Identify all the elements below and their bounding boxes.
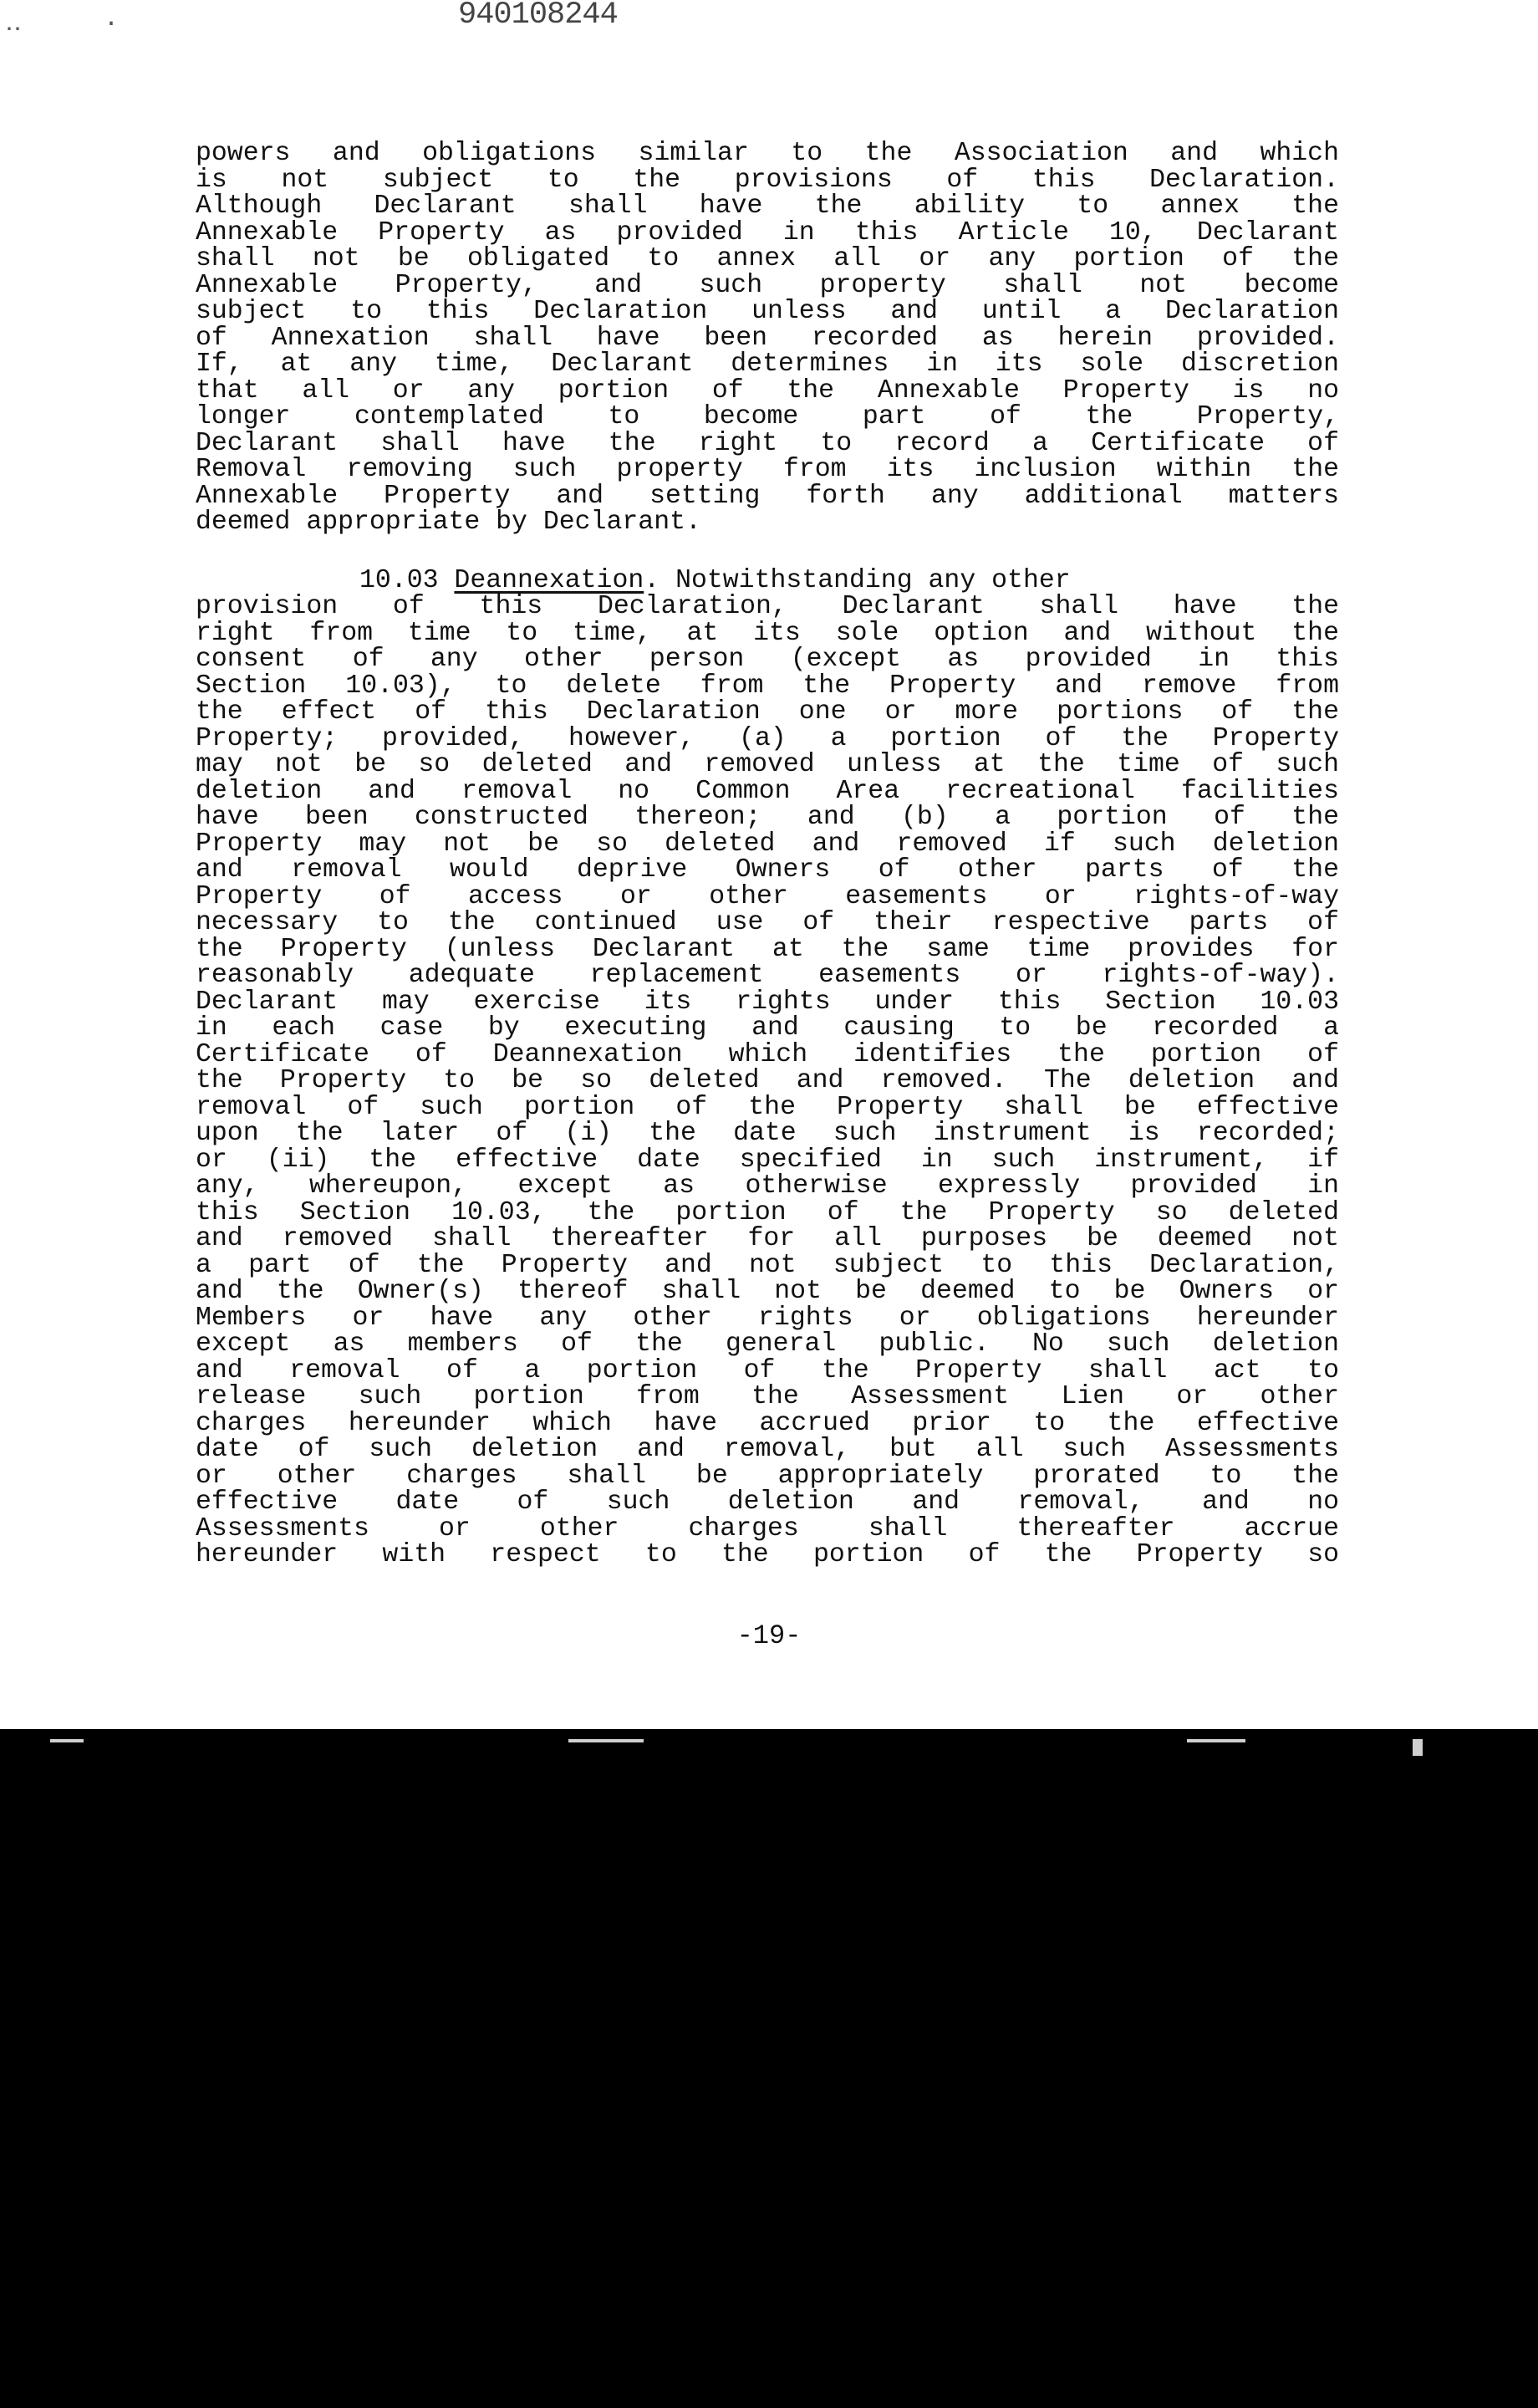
text-line: and removed shall thereafter for all purposes be deemed not [196,1226,1339,1252]
scan-speck [50,1739,84,1742]
text-line: reasonably adequate replacement easements or rights-of-way). [196,962,1339,989]
text-line: Property; provided, however, (a) a portion of the Property [196,725,1339,752]
text-line: subject to this Declaration unless and until a Declaration [196,298,1339,325]
text-line: right from time to time, at its sole option and without the [196,620,1339,646]
text-line: Assessments or other charges shall thereafter accrue [196,1515,1339,1542]
page-number: -19- [736,1620,802,1651]
text-line: and removal would deprive Owners of other parts of the [196,857,1339,884]
text-line: that all or any portion of the Annexable Property is no [196,377,1339,404]
text-line: date of such deletion and removal, but all such Assessments [196,1436,1339,1463]
text-line: or (ii) the effective date specified in such instrument, if [196,1146,1339,1173]
text-line: consent of any other person (except as provided in this [196,646,1339,673]
text-line: shall not be obligated to annex all or any portion of the [196,246,1339,273]
text-line: the Property (unless Declarant at the same time provides for [196,936,1339,962]
document-number: 940108244 [458,0,618,33]
text-line: powers and obligations similar to the Association and which [196,140,1339,167]
page-body [196,140,1339,1569]
text-line: longer contemplated to become part of the Property, [196,404,1339,431]
text-line: Property may not be so deleted and removed if such deletion [196,830,1339,857]
text-line: deletion and removal no Common Area recreational facilities [196,778,1339,804]
text-line: Property of access or other easements or rights-of-way [196,883,1339,910]
text-line: charges hereunder which have accrued prior to the effective [196,1410,1339,1436]
text-line: and the Owner(s) thereof shall not be deemed to be Owners or [196,1278,1339,1305]
text-line: Although Declarant shall have the ability to annex the [196,193,1339,220]
text-line: have been constructed thereon; and (b) a portion of the [196,804,1339,831]
text-line: Members or have any other rights or obligations hereunder [196,1304,1339,1331]
paragraph-spacer [196,536,1339,568]
text-line: upon the later of (i) the date such instrument is recorded; [196,1120,1339,1147]
text-line: is not subject to the provisions of this Declaration. [196,166,1339,193]
text-line: Removal removing such property from its inclusion within the [196,457,1339,483]
text-line: in each case by executing and causing to be recorded a [196,1015,1339,1042]
text-line: deemed appropriate by Declarant. [196,509,701,536]
text-line: of Annexation shall have been recorded as herein provided. [196,324,1339,351]
text-line: the Property to be so deleted and removed. The deletion and [196,1068,1339,1094]
text-line: a part of the Property and not subject to this Declaration, [196,1252,1339,1278]
text-line: Declarant shall have the right to record a Certificate of [196,430,1339,457]
text-line: release such portion from the Assessment Lien or other [196,1384,1339,1411]
text-line: this Section 10.03, the portion of the Property so deleted [196,1199,1339,1226]
text-line: removal of such portion of the Property shall be effective [196,1094,1339,1120]
text-line: any, whereupon, except as otherwise expressly provided in [196,1173,1339,1200]
text-line: except as members of the general public. No such deletion [196,1331,1339,1358]
text-line: Annexable Property, and such property shall not become [196,272,1339,298]
section-heading-line [196,568,1339,594]
scan-speck [1413,1739,1423,1756]
scan-mark: ‥ · [5,10,153,38]
section-number: 10.03 [359,567,439,594]
text-line: the effect of this Declaration one or more portions of the [196,699,1339,726]
section-title: Deannexation [454,567,644,594]
text-line: may not be so deleted and removed unless at the time of such [196,752,1339,778]
text-line: Annexable Property as provided in this Article 10, Declarant [196,219,1339,246]
scan-black-band [0,1729,1538,2408]
paragraph-annexation-continued [196,140,1339,536]
text-line: hereunder with respect to the portion of the Property so [196,1542,1339,1569]
section-heading-text: . Notwithstanding any other [644,567,1071,594]
text-line: effective date of such deletion and removal, and no [196,1489,1339,1516]
text-line: If, at any time, Declarant determines in its sole discretion [196,351,1339,378]
text-line: Annexable Property and setting forth any additional matters [196,482,1339,509]
section-10-03-deannexation [196,568,1339,1569]
text-line: and removal of a portion of the Property shall act to [196,1357,1339,1384]
scan-speck [1187,1739,1245,1742]
text-line: Section 10.03), to delete from the Property and remove from [196,672,1339,699]
scan-speck [568,1739,644,1742]
section-body-lines [196,594,1339,1569]
text-line: Declarant may exercise its rights under this Section 10.03 [196,988,1339,1015]
text-line: necessary to the continued use of their respective parts of [196,910,1339,936]
text-line: Certificate of Deannexation which identifies the portion of [196,1041,1339,1068]
text-line: provision of this Declaration, Declarant shall have the [196,594,1339,620]
text-line: or other charges shall be appropriately prorated to the [196,1462,1339,1489]
